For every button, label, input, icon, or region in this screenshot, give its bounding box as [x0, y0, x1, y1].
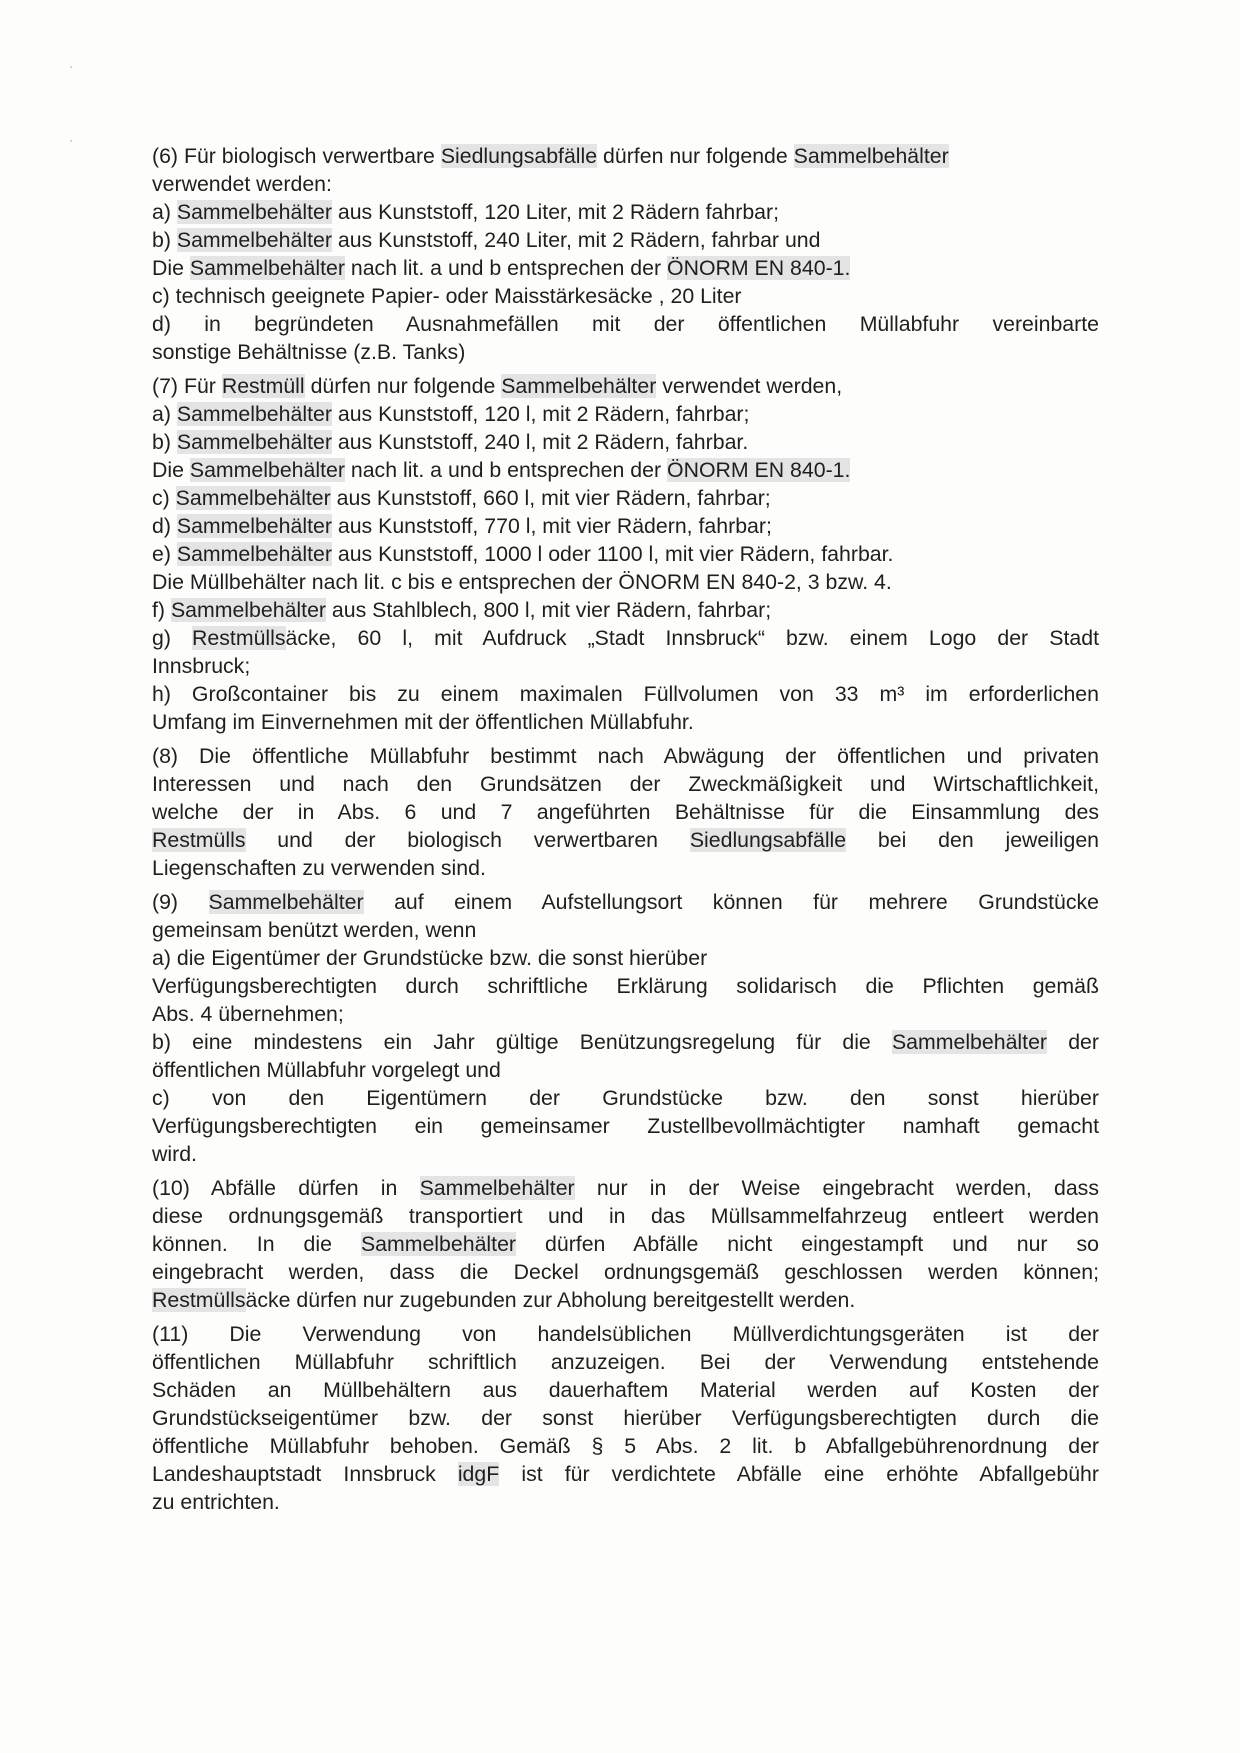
text-line: Die Sammelbehälter nach lit. a und b entsprechen der ÖNORM EN 840-1.	[152, 256, 851, 280]
highlight-mark: Siedlungsabfälle	[689, 828, 847, 852]
highlight-mark: Sammelbehälter	[176, 228, 332, 252]
highlight-mark: Restmüll	[221, 374, 305, 398]
text-line: Die Sammelbehälter nach lit. a und b entsprechen der ÖNORM EN 840-1.	[152, 458, 851, 482]
highlight-mark: Sammelbehälter	[176, 542, 332, 566]
text-line: können. In die Sammelbehälter dürfen Abfälle nicht eingestampft und nur so	[152, 1232, 1099, 1256]
paragraph-abs11	[152, 1320, 1099, 1516]
text-line: zu entrichten.	[152, 1490, 280, 1514]
text-line: eingebracht werden, dass die Deckel ordnungsgemäß geschlossen werden können;	[152, 1260, 1099, 1284]
text-line: (8) Die öffentliche Müllabfuhr bestimmt nach Abwägung der öffentlichen und privaten	[152, 744, 1099, 768]
highlight-mark: idgF	[457, 1462, 500, 1486]
text-line: gemeinsam benützt werden, wenn	[152, 918, 477, 942]
highlight-mark: ÖNORM EN 840-1.	[667, 256, 851, 280]
highlight-mark: Sammelbehälter	[176, 402, 332, 426]
text-line: c) von den Eigentümern der Grundstücke bzw. den sonst hierüber	[152, 1086, 1099, 1110]
text-line: (9) Sammelbehälter auf einem Aufstellungsort können für mehrere Grundstücke	[152, 890, 1099, 914]
text-line: c) technisch geeignete Papier- oder Maisstärkesäcke , 20 Liter	[152, 284, 742, 308]
text-line: b) eine mindestens ein Jahr gültige Benützungsregelung für die Sammelbehälter der	[152, 1030, 1099, 1054]
text-line: a) die Eigentümer der Grundstücke bzw. die sonst hierüber	[152, 946, 708, 970]
highlight-mark: Sammelbehälter	[501, 374, 657, 398]
text-line: (7) Für Restmüll dürfen nur folgende Sammelbehälter verwendet werden,	[152, 374, 843, 398]
text-line: verwendet werden:	[152, 172, 332, 196]
text-line: Grundstückseigentümer bzw. der sonst hierüber Verfügungsberechtigten durch die	[152, 1406, 1099, 1430]
text-line: diese ordnungsgemäß transportiert und in das Müllsammelfahrzeug entleert werden	[152, 1204, 1099, 1228]
highlight-mark: Restmülls	[152, 1288, 246, 1312]
highlight-mark: Sammelbehälter	[170, 598, 327, 622]
text-line: Innsbruck;	[152, 654, 251, 678]
text-line: Landeshauptstadt Innsbruck idgF ist für verdichtete Abfälle eine erhöhte Abfallgebühr	[152, 1462, 1099, 1486]
highlight-mark: Sammelbehälter	[419, 1176, 575, 1200]
paragraph-abs7	[152, 372, 1099, 736]
text-line: d) in begründeten Ausnahmefällen mit der öffentlichen Müllabfuhr vereinbarte	[152, 312, 1099, 336]
highlight-mark: Sammelbehälter	[891, 1030, 1048, 1054]
highlight-mark: Sammelbehälter	[175, 486, 331, 510]
text-line: Umfang im Einvernehmen mit der öffentlichen Müllabfuhr.	[152, 710, 694, 734]
highlight-mark: Sammelbehälter	[793, 144, 949, 168]
text-line: e) Sammelbehälter aus Kunststoff, 1000 l oder 1100 l, mit vier Rädern, fahrbar.	[152, 542, 894, 566]
paragraph-abs9	[152, 888, 1099, 1168]
paragraph-abs6	[152, 142, 1099, 366]
highlight-mark: Sammelbehälter	[189, 256, 345, 280]
text-line: a) Sammelbehälter aus Kunststoff, 120 l, mit 2 Rädern, fahrbar;	[152, 402, 750, 426]
text-line: a) Sammelbehälter aus Kunststoff, 120 Liter, mit 2 Rädern fahrbar;	[152, 200, 780, 224]
text-line: Verfügungsberechtigten ein gemeinsamer Zustellbevollmächtigter namhaft gemacht	[152, 1114, 1099, 1138]
text-line: Restmüllsäcke dürfen nur zugebunden zur Abholung bereitgestellt werden.	[152, 1288, 856, 1312]
text-line: Die Müllbehälter nach lit. c bis e entsprechen der ÖNORM EN 840-2, 3 bzw. 4.	[152, 570, 892, 594]
text-line: Abs. 4 übernehmen;	[152, 1002, 344, 1026]
highlight-mark: Siedlungsabfälle	[440, 144, 598, 168]
highlight-mark: Sammelbehälter	[360, 1232, 517, 1256]
highlight-mark: Sammelbehälter	[176, 514, 332, 538]
text-line: h) Großcontainer bis zu einem maximalen Füllvolumen von 33 m³ im erforderlichen	[152, 682, 1099, 706]
paragraph-abs10	[152, 1174, 1099, 1314]
text-line: öffentliche Müllabfuhr behoben. Gemäß § 5 Abs. 2 lit. b Abfallgebührenordnung der	[152, 1434, 1099, 1458]
text-line: d) Sammelbehälter aus Kunststoff, 770 l, mit vier Rädern, fahrbar;	[152, 514, 772, 538]
text-line: wird.	[152, 1142, 197, 1166]
text-line: g) Restmüllsäcke, 60 l, mit Aufdruck „Stadt Innsbruck“ bzw. einem Logo der Stadt	[152, 626, 1099, 650]
text-line: sonstige Behältnisse (z.B. Tanks)	[152, 340, 466, 364]
text-line: Restmülls und der biologisch verwertbaren Siedlungsabfälle bei den jeweiligen	[152, 828, 1100, 852]
text-line: (6) Für biologisch verwertbare Siedlungsabfälle dürfen nur folgende Sammelbehälter	[152, 144, 949, 168]
highlight-mark: Sammelbehälter	[189, 458, 345, 482]
paragraph-abs8	[152, 742, 1099, 882]
text-line: b) Sammelbehälter aus Kunststoff, 240 Liter, mit 2 Rädern, fahrbar und	[152, 228, 821, 252]
highlight-mark: Sammelbehälter	[176, 200, 332, 224]
highlight-mark: ÖNORM EN 840-1.	[667, 458, 851, 482]
text-line: (11) Die Verwendung von handelsüblichen Müllverdichtungsgeräten ist der	[152, 1322, 1099, 1346]
text-line: b) Sammelbehälter aus Kunststoff, 240 l, mit 2 Rädern, fahrbar.	[152, 430, 749, 454]
highlight-mark: Sammelbehälter	[176, 430, 332, 454]
text-line: (10) Abfälle dürfen in Sammelbehälter nur in der Weise eingebracht werden, dass	[152, 1176, 1099, 1200]
highlight-mark: Restmülls	[152, 828, 246, 852]
text-line: Verfügungsberechtigten durch schriftliche Erklärung solidarisch die Pflichten gemäß	[152, 974, 1099, 998]
text-line: Schäden an Müllbehältern aus dauerhaftem Material werden auf Kosten der	[152, 1378, 1099, 1402]
highlight-mark: Restmülls	[192, 626, 286, 650]
text-line: öffentlichen Müllabfuhr schriftlich anzuzeigen. Bei der Verwendung entstehende	[152, 1350, 1099, 1374]
text-line: Interessen und nach den Grundsätzen der Zweckmäßigkeit und Wirtschaftlichkeit,	[152, 772, 1099, 796]
text-line: öffentlichen Müllabfuhr vorgelegt und	[152, 1058, 501, 1082]
text-line: f) Sammelbehälter aus Stahlblech, 800 l, mit vier Rädern, fahrbar;	[152, 598, 772, 622]
scan-speck	[70, 140, 72, 142]
document-body	[152, 142, 1099, 1522]
text-line: Liegenschaften zu verwenden sind.	[152, 856, 486, 880]
highlight-mark: Sammelbehälter	[208, 890, 364, 914]
scan-speck	[70, 66, 72, 68]
text-line: welche der in Abs. 6 und 7 angeführten Behältnisse für die Einsammlung des	[152, 800, 1099, 824]
text-line: c) Sammelbehälter aus Kunststoff, 660 l, mit vier Rädern, fahrbar;	[152, 486, 771, 510]
